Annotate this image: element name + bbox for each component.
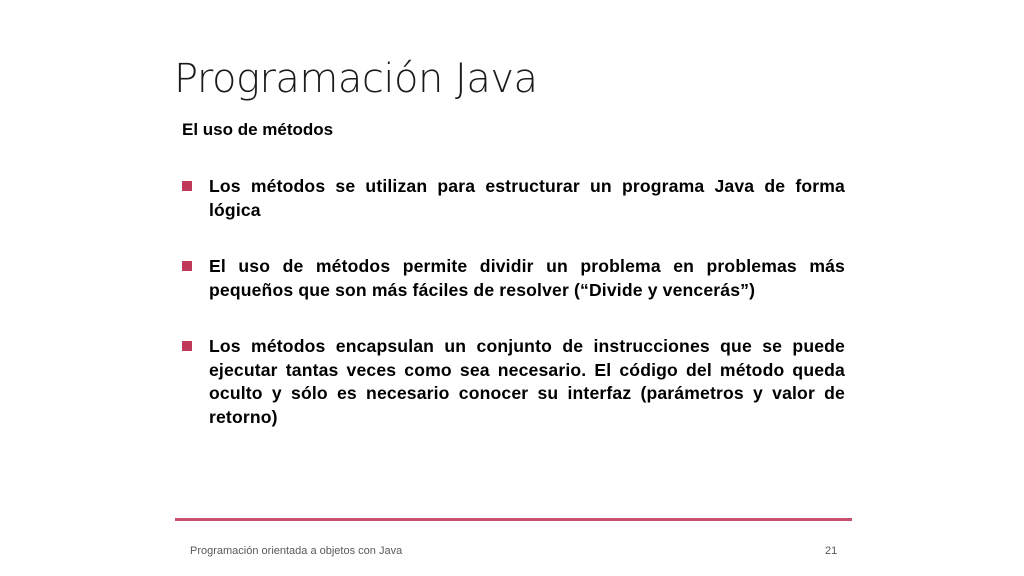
slide-title: Programación Java	[174, 56, 538, 102]
square-bullet-icon	[182, 181, 192, 191]
bullet-list	[182, 175, 845, 462]
list-item	[182, 335, 845, 429]
square-bullet-icon	[182, 341, 192, 351]
footer-text: Programación orientada a objetos con Java	[190, 545, 403, 557]
bullet-text: El uso de métodos permite dividir un problema en problemas más pequeños que son más fáciles de resolver (“Divide y vencerás”)	[209, 256, 845, 300]
bullet-text: Los métodos se utilizan para estructurar un programa Java de forma lógica	[209, 176, 845, 220]
footer-divider	[175, 518, 852, 521]
list-item	[182, 175, 845, 222]
page-number: 21	[825, 545, 838, 557]
slide-subtitle: El uso de métodos	[182, 120, 334, 139]
bullet-text: Los métodos encapsulan un conjunto de instrucciones que se puede ejecutar tantas veces como sea necesario. El código del método queda oculto y sólo es necesario conocer su interfaz (parámetros y valor de retorno)	[209, 336, 845, 427]
square-bullet-icon	[182, 261, 192, 271]
list-item	[182, 255, 845, 302]
